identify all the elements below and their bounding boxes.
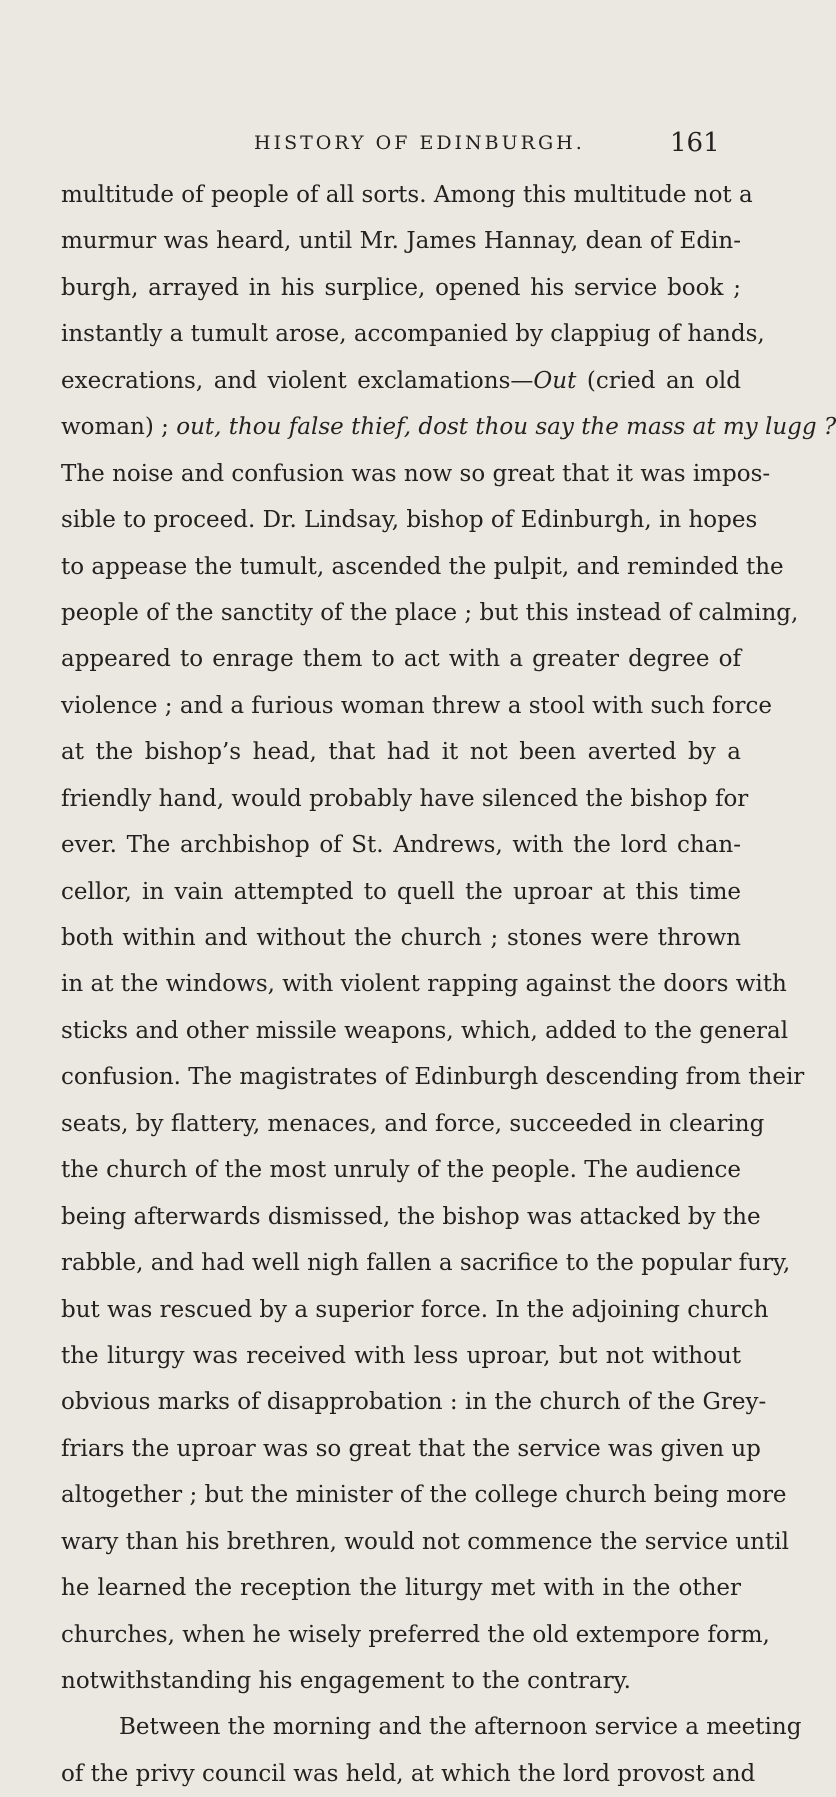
- italic-quote: Out: [533, 367, 577, 394]
- text-line: ever. The archbishop of St. Andrews, with the lord chan-: [61, 832, 741, 859]
- running-head-title: HISTORY OF EDINBURGH.: [254, 132, 585, 154]
- text-line: churches, when he wisely preferred the old extempore form,: [61, 1621, 770, 1648]
- text-line: The noise and confusion was now so great that it was impos-: [61, 460, 771, 487]
- text-line: rabble, and had well nigh fallen a sacrifice to the popular fury,: [61, 1250, 791, 1277]
- text-line: sticks and other missile weapons, which, added to the general: [61, 1017, 789, 1044]
- text-line: cellor, in vain attempted to quell the uproar at this time: [61, 878, 741, 905]
- text-run: execrations, and violent exclamations—: [61, 367, 534, 394]
- text-line: but was rescued by a superior force. In the adjoining church: [61, 1296, 769, 1323]
- text-run: woman) ;: [61, 414, 177, 441]
- text-run: (cried an old: [576, 367, 741, 394]
- text-line: seats, by flattery, menaces, and force, succeeded in clearing: [61, 1110, 765, 1137]
- text-line: to appease the tumult, ascended the pulpit, and reminded the: [61, 553, 784, 580]
- text-line: he learned the reception the liturgy met with in the other: [61, 1575, 741, 1602]
- text-line: the church of the most unruly of the people. The audience: [61, 1157, 741, 1184]
- paragraph-start-line: Between the morning and the afternoon service a meeting: [119, 1714, 802, 1741]
- text-line: murmur was heard, until Mr. James Hannay, dean of Edin-: [61, 228, 741, 255]
- body-text: [61, 172, 836, 1797]
- text-line: violence ; and a furious woman threw a stool with such force: [61, 692, 773, 719]
- text-line: being afterwards dismissed, the bishop was attacked by the: [61, 1203, 761, 1230]
- text-line: of the privy council was held, at which the lord provost and: [61, 1760, 756, 1787]
- text-line: instantly a tumult arose, accompanied by clappiug of hands,: [61, 321, 765, 348]
- text-line: both within and without the church ; stones were thrown: [61, 925, 741, 951]
- text-line: obvious marks of disapprobation : in the church of the Grey-: [61, 1389, 767, 1416]
- text-line: multitude of people of all sorts. Among this multitude not a: [61, 182, 753, 208]
- text-line: wary than his brethren, would not commence the service until: [61, 1528, 789, 1555]
- text-line: friendly hand, would probably have silenced the bishop for: [61, 785, 749, 812]
- text-line: [61, 358, 741, 404]
- text-line: confusion. The magistrates of Edinburgh descending from their: [61, 1064, 805, 1091]
- page-number: 161: [670, 128, 720, 158]
- text-line: at the bishop’s head, that had it not been averted by a: [61, 739, 741, 766]
- text-line: in at the windows, with violent rapping against the doors with: [61, 971, 787, 998]
- text-line: the liturgy was received with less uproar, but not without: [61, 1342, 741, 1369]
- running-head: [254, 128, 794, 168]
- text-line: people of the sanctity of the place ; but this instead of calming,: [61, 599, 799, 626]
- text-line: burgh, arrayed in his surplice, opened his service book ;: [61, 274, 741, 301]
- text-line: appeared to enrage them to act with a greater degree of: [61, 646, 741, 673]
- text-line: [61, 404, 836, 450]
- text-line: notwithstanding his engagement to the contrary.: [61, 1668, 631, 1694]
- text-line: friars the uproar was so great that the service was given up: [61, 1435, 761, 1462]
- text-line: sible to proceed. Dr. Lindsay, bishop of Edinburgh, in hopes: [61, 507, 758, 534]
- italic-quote: out, thou false thief, dost thou say the mass at my lugg ?: [176, 414, 836, 441]
- text-line: altogether ; but the minister of the college church being more: [61, 1482, 787, 1509]
